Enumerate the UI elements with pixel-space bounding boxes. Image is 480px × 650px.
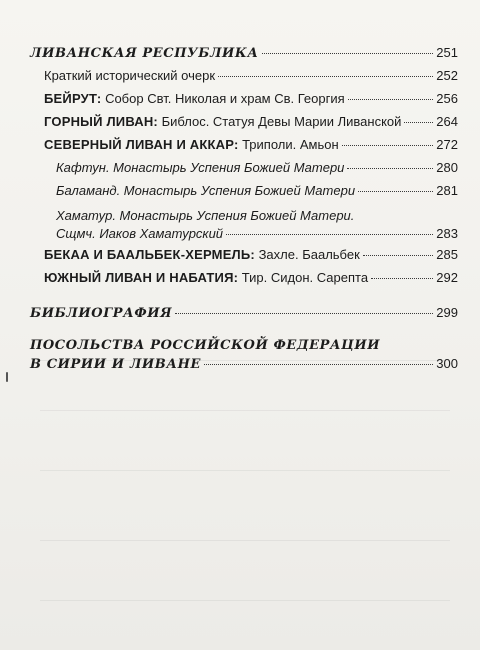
toc-page-number: 292 <box>436 270 458 285</box>
bleed-through-line <box>40 600 450 601</box>
toc-entry-heading: БЕКАА И БААЛЬБЕК-ХЕРМЕЛЬ: <box>44 247 255 262</box>
dot-leader <box>226 234 433 235</box>
toc-entry-heading: ГОРНЫЙ ЛИВАН: <box>44 114 158 129</box>
dot-leader <box>218 76 433 77</box>
toc-entry-title: ЛИВАНСКАЯ РЕСПУБЛИКА <box>30 46 259 61</box>
toc-page-number: 272 <box>436 137 458 152</box>
toc-page-number: 299 <box>436 305 458 320</box>
margin-mark <box>6 372 8 382</box>
toc-entry-kaftun[interactable] <box>30 159 458 182</box>
dot-leader <box>363 255 434 256</box>
toc-page-number: 280 <box>436 160 458 175</box>
toc-entry-title-line2: Сщмч. Иаков Хаматурский <box>56 226 224 241</box>
bleed-through-line <box>40 410 450 411</box>
toc-entry-lebanon[interactable] <box>30 44 458 67</box>
toc-page-number: 300 <box>436 356 458 371</box>
dot-leader <box>204 364 433 365</box>
toc-page-number: 264 <box>436 114 458 129</box>
toc-entry-title: Библос. Статуя Девы Марии Ливанской <box>157 114 402 129</box>
toc-entry-heading: СЕВЕРНЫЙ ЛИВАН И АККАР: <box>44 137 239 152</box>
dot-leader <box>175 313 433 314</box>
toc-entry-title: Баламанд. Монастырь Успения Божией Матери <box>56 183 356 198</box>
toc-entry-title: Триполи. Амьон <box>238 137 339 152</box>
toc-page-number: 251 <box>436 45 458 60</box>
toc-entry-bibliography[interactable] <box>30 304 458 327</box>
toc-page-number: 256 <box>436 91 458 106</box>
toc-entry-embassies[interactable] <box>30 337 458 375</box>
dot-leader <box>347 168 433 169</box>
toc-entry-title: БИБЛИОГРАФИЯ <box>30 306 173 321</box>
toc-entry-north-lebanon[interactable] <box>30 136 458 159</box>
toc-entry-title-line1: Хаматур. Монастырь Успения Божией Матери. <box>56 208 355 223</box>
toc-entry-title: Захле. Баальбек <box>254 247 360 262</box>
toc-entry-history[interactable] <box>30 67 458 90</box>
dot-leader <box>358 191 433 192</box>
toc-entry-bekaa[interactable] <box>30 246 458 269</box>
toc-page-number: 283 <box>436 226 458 241</box>
toc-page-number: 281 <box>436 183 458 198</box>
dot-leader <box>342 145 434 146</box>
toc-entry-title: Краткий исторический очерк <box>44 68 216 83</box>
dot-leader <box>348 99 434 100</box>
toc-entry-south-lebanon[interactable] <box>30 269 458 292</box>
dot-leader <box>371 278 433 279</box>
table-of-contents <box>30 44 458 375</box>
toc-page-number: 285 <box>436 247 458 262</box>
toc-entry-hamatura[interactable] <box>30 207 458 246</box>
dot-leader <box>404 122 433 123</box>
dot-leader <box>262 53 434 54</box>
toc-entry-title: Собор Свт. Николая и храм Св. Георгия <box>101 91 345 106</box>
bleed-through-line <box>40 470 450 471</box>
toc-entry-mount-lebanon[interactable] <box>30 113 458 136</box>
toc-entry-title-line1: ПОСОЛЬСТВА РОССИЙСКОЙ ФЕДЕРАЦИИ <box>30 338 381 353</box>
toc-entry-title: Кафтун. Монастырь Успения Божией Матери <box>56 160 345 175</box>
toc-entry-title-line2: В СИРИИ И ЛИВАНЕ <box>30 357 201 372</box>
toc-entry-beirut[interactable] <box>30 90 458 113</box>
toc-entry-heading: ЮЖНЫЙ ЛИВАН И НАБАТИЯ: <box>44 270 239 285</box>
toc-entry-title: Тир. Сидон. Сарепта <box>238 270 369 285</box>
bleed-through-line <box>40 540 450 541</box>
toc-entry-balamand[interactable] <box>30 182 458 205</box>
toc-entry-heading: БЕЙРУТ: <box>44 91 102 106</box>
toc-page-number: 252 <box>436 68 458 83</box>
